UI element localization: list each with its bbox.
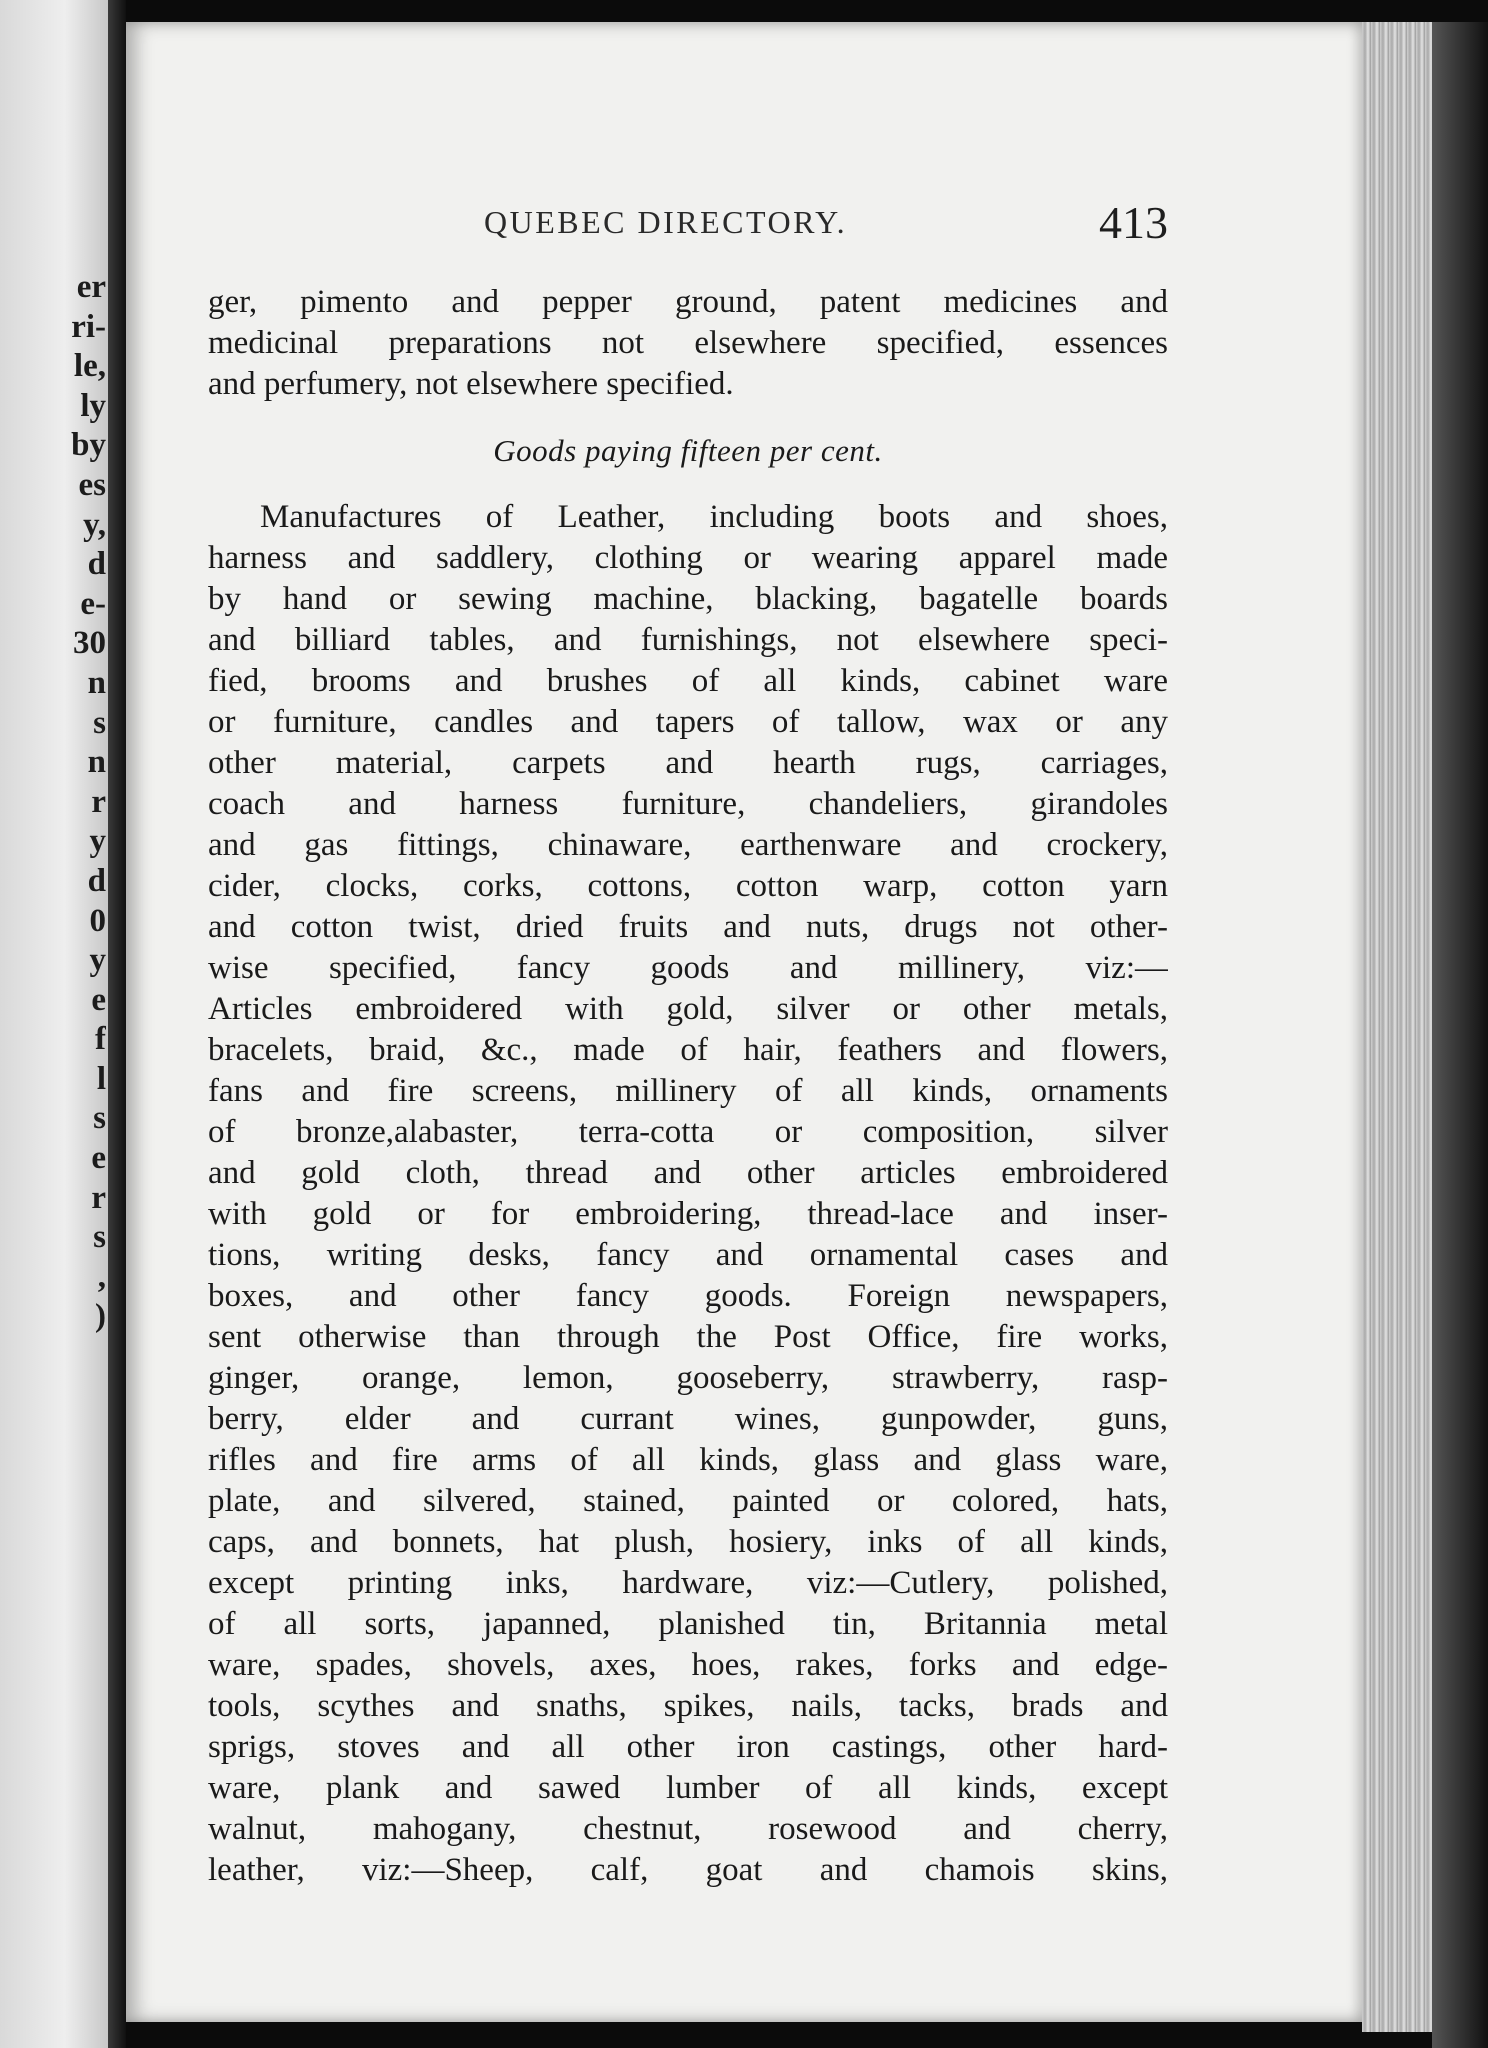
- text-line: fied, brooms and brushes of all kinds, cabinet ware: [208, 663, 1168, 699]
- text-line: Manufactures of Leather, including boots and shoes,: [260, 499, 1168, 535]
- fragment-line: ,: [97, 1258, 106, 1295]
- text-line: and gold cloth, thread and other articles embroidered: [208, 1155, 1168, 1191]
- fragment-line: n: [87, 664, 106, 701]
- page-number: 413: [1099, 197, 1168, 248]
- text-line: wise specified, fancy goods and millinery, viz:—: [208, 950, 1168, 986]
- previous-page-text-fragments: [0, 268, 106, 1337]
- fragment-line: y,: [83, 506, 106, 543]
- text-line: bracelets, braid, &c., made of hair, feathers and flowers,: [208, 1032, 1168, 1068]
- previous-page-edge: [0, 0, 108, 2048]
- text-line: except printing inks, hardware, viz:—Cutlery, polished,: [208, 1565, 1168, 1601]
- fragment-line: l: [96, 1060, 106, 1097]
- text-line: harness and saddlery, clothing or wearing apparel made: [208, 540, 1168, 576]
- fragment-line: by: [71, 427, 106, 464]
- fragment-line: r: [91, 783, 106, 820]
- fragment-line: 30: [73, 625, 106, 662]
- text-line: ware, plank and sawed lumber of all kinds, except: [208, 1770, 1168, 1806]
- fragment-line: ri-: [71, 308, 106, 345]
- page-body: [208, 282, 1168, 1891]
- text-line: by hand or sewing machine, blacking, bagatelle boards: [208, 581, 1168, 617]
- fragment-line: le,: [73, 348, 106, 385]
- text-line: plate, and silvered, stained, painted or colored, hats,: [208, 1483, 1168, 1519]
- main-paragraph: [208, 497, 1168, 1891]
- text-line: with gold or for embroidering, thread-lace and inser-: [208, 1196, 1168, 1232]
- text-line: tions, writing desks, fancy and ornamental cases and: [208, 1237, 1168, 1273]
- page-stack-edges: [1362, 22, 1432, 2032]
- text-line: rifles and fire arms of all kinds, glass and glass ware,: [208, 1442, 1168, 1478]
- text-line: leather, viz:—Sheep, calf, goat and chamois skins,: [208, 1852, 1168, 1888]
- fragment-line: s: [93, 1219, 106, 1256]
- opening-paragraph: [208, 282, 1168, 405]
- text-line: walnut, mahogany, chestnut, rosewood and cherry,: [208, 1811, 1168, 1847]
- page-header: [208, 196, 1168, 256]
- text-line: tools, scythes and snaths, spikes, nails, tacks, brads and: [208, 1688, 1168, 1724]
- text-line: caps, and bonnets, hat plush, hosiery, inks of all kinds,: [208, 1524, 1168, 1560]
- text-line: of all sorts, japanned, planished tin, Britannia metal: [208, 1606, 1168, 1642]
- text-line: ware, spades, shovels, axes, hoes, rakes, forks and edge-: [208, 1647, 1168, 1683]
- text-line: other material, carpets and hearth rugs, carriages,: [208, 745, 1168, 781]
- text-line: ger, pimento and pepper ground, patent medicines and: [208, 284, 1168, 320]
- text-line: coach and harness furniture, chandeliers, girandoles: [208, 786, 1168, 822]
- fragment-line: es: [78, 466, 106, 503]
- text-line: and billiard tables, and furnishings, not elsewhere speci-: [208, 622, 1168, 658]
- fragment-line: ly: [80, 387, 106, 424]
- fragment-line: e-: [80, 585, 106, 622]
- fragment-line: 0: [89, 902, 106, 939]
- fragment-line: r: [91, 1179, 106, 1216]
- fragment-line: e: [91, 1140, 106, 1177]
- fragment-line: d: [87, 546, 106, 583]
- text-line: ginger, orange, lemon, gooseberry, strawberry, rasp-: [208, 1360, 1168, 1396]
- text-line: and cotton twist, dried fruits and nuts, drugs not other-: [208, 909, 1168, 945]
- fragment-line: ): [95, 1298, 106, 1335]
- text-line: or furniture, candles and tapers of tallow, wax or any: [208, 704, 1168, 740]
- text-line: and gas fittings, chinaware, earthenware and crockery,: [208, 827, 1168, 863]
- text-line: Articles embroidered with gold, silver or other metals,: [208, 991, 1168, 1027]
- fragment-line: n: [87, 744, 106, 781]
- fragment-line: f: [95, 1021, 106, 1058]
- text-line: sprigs, stoves and all other iron castings, other hard-: [208, 1729, 1168, 1765]
- fragment-line: s: [93, 704, 106, 741]
- fragment-line: e: [91, 981, 106, 1018]
- book-gutter: [108, 0, 126, 2048]
- text-line: fans and fire screens, millinery of all kinds, ornaments: [208, 1073, 1168, 1109]
- text-line: medicinal preparations not elsewhere specified, essences: [208, 325, 1168, 361]
- fragment-line: er: [76, 269, 106, 305]
- section-heading: Goods paying fifteen per cent.: [493, 433, 883, 468]
- fragment-line: y: [89, 942, 106, 979]
- fragment-line: d: [87, 862, 106, 899]
- text-line: sent otherwise than through the Post Office, fire works,: [208, 1319, 1168, 1355]
- book-edge-shadow: [1432, 22, 1488, 2048]
- fragment-line: y: [89, 823, 106, 860]
- fragment-line: s: [93, 1100, 106, 1137]
- text-line: berry, elder and currant wines, gunpowder, guns,: [208, 1401, 1168, 1437]
- running-head: QUEBEC DIRECTORY.: [484, 204, 848, 240]
- text-line: boxes, and other fancy goods. Foreign newspapers,: [208, 1278, 1168, 1314]
- text-line: of bronze,alabaster, terra-cotta or composition, silver: [208, 1114, 1168, 1150]
- text-line: cider, clocks, corks, cottons, cotton warp, cotton yarn: [208, 868, 1168, 904]
- text-line: and perfumery, not elsewhere specified.: [208, 366, 734, 402]
